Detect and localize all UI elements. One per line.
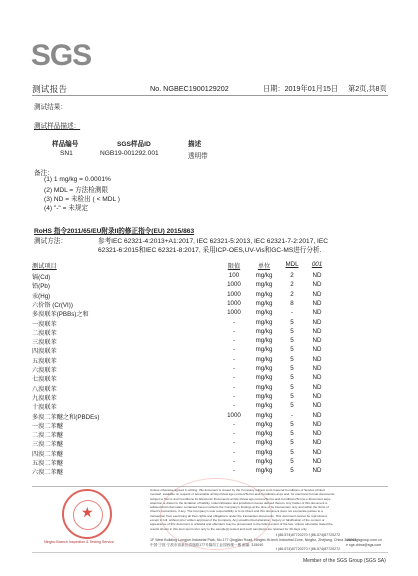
cell-result: ND xyxy=(312,411,322,419)
header-mdl: MDL xyxy=(285,261,299,268)
report-title: 测试报告 xyxy=(32,84,68,94)
table-row xyxy=(32,421,388,430)
note-4: (4) "-" = 未规定 xyxy=(44,205,89,212)
cell-mdl: 8 xyxy=(290,299,294,307)
cell-unit: mg/kg xyxy=(255,458,273,465)
cell-mdl: 5 xyxy=(290,318,294,326)
table-row xyxy=(32,309,388,318)
cell-item: 六价铬 (Cr(VI)) xyxy=(32,301,73,309)
cell-limit: - xyxy=(232,439,236,447)
method-line-2: 62321-6:2015和IEC 62321-8:2017, 采用ICP-OES,UV-Vis和GC-MS进行分析. xyxy=(98,247,322,254)
table-row xyxy=(32,319,388,328)
cell-unit: mg/kg xyxy=(255,374,273,382)
cell-mdl: 5 xyxy=(290,402,294,410)
cell-item: 三溴二苯醚 xyxy=(32,441,63,449)
disclaimer-line: advised that information contained hereon reflects the Company's findings at the time of its intervention only and within the limits of xyxy=(150,505,329,510)
table-row xyxy=(32,467,388,476)
disclaimer-line: results shown in this test report refer only to the sample(s) tested and such sample(s) are retained for 30 days only. xyxy=(150,526,308,531)
cell-result: ND xyxy=(312,430,322,438)
disclaimer-line: appearance of this document is unlawful and offenders may be prosecuted to the fullest extent of the law. Unless otherwise stated the xyxy=(150,522,333,527)
cell-limit: 1000 xyxy=(227,411,241,419)
sgs-logo: SGS xyxy=(28,34,94,78)
cell-limit: - xyxy=(232,383,236,391)
cell-unit: mg/kg xyxy=(255,467,273,475)
cell-limit: - xyxy=(232,392,236,400)
cell-unit: mg/kg xyxy=(255,365,273,372)
disclaimer-line: subject to Terms and Conditions for Electronic Documents at http://www.sgs.com/en/Terms-and-Conditions/Terms-e-Document.aspx. xyxy=(150,496,332,501)
cell-result: ND xyxy=(312,327,322,335)
sample-header-id: SGS样品ID xyxy=(117,141,151,148)
table-row xyxy=(32,272,388,281)
cell-item: 六溴二苯醚 xyxy=(32,469,63,477)
cell-item: 铅(Pb) xyxy=(32,283,50,291)
cell-unit: mg/kg xyxy=(255,318,273,326)
cell-result: ND xyxy=(312,272,322,279)
cell-mdl: 5 xyxy=(290,365,294,372)
cell-unit: mg/kg xyxy=(255,448,273,456)
cell-item: 十溴联苯 xyxy=(32,404,57,412)
cell-result: ND xyxy=(312,281,322,289)
cell-unit: mg/kg xyxy=(255,411,273,419)
cell-mdl: 5 xyxy=(290,355,294,363)
cell-mdl: 5 xyxy=(290,327,294,335)
cell-result: ND xyxy=(312,392,322,400)
sample-no: SN1 xyxy=(60,150,73,157)
cell-limit: 100 xyxy=(228,272,240,279)
disclaimer-line: Attention is drawn to the limitation of liability, indemnification and jurisdiction issues defined therein. Any holder of this document is xyxy=(150,500,328,505)
table-row xyxy=(32,430,388,439)
table-row xyxy=(32,291,388,300)
note-1: (1) 1 mg/kg = 0.0001% xyxy=(44,176,111,183)
cell-item: 汞(Hg) xyxy=(32,292,51,300)
cell-unit: mg/kg xyxy=(255,439,273,447)
table-row xyxy=(32,328,388,337)
cell-item: 一溴二苯醚 xyxy=(32,422,63,430)
cell-unit: mg/kg xyxy=(255,355,273,363)
cell-result: ND xyxy=(312,467,322,475)
cell-unit: mg/kg xyxy=(255,402,273,410)
cell-unit: mg/kg xyxy=(255,337,273,345)
header-divider xyxy=(32,95,388,96)
cell-item: 五溴联苯 xyxy=(32,357,57,365)
cell-item: 二溴二苯醚 xyxy=(32,432,63,440)
email: e sgs.china@sgs.com xyxy=(346,543,382,547)
cell-unit: mg/kg xyxy=(255,420,273,428)
cell-unit: mg/kg xyxy=(255,281,273,289)
cell-result: ND xyxy=(312,448,322,456)
cell-limit: - xyxy=(232,318,236,326)
tel-en: t (86-574)87720270 f (86-574)87720272 xyxy=(276,533,341,537)
cell-result: ND xyxy=(312,309,322,317)
table-row xyxy=(32,439,388,448)
sample-desc: 透明带 xyxy=(188,153,208,160)
cell-limit: 1000 xyxy=(227,299,241,307)
test-result-label: 测试结果： xyxy=(34,104,67,111)
cell-unit: mg/kg xyxy=(255,299,273,307)
cell-mdl: - xyxy=(290,309,294,317)
cell-limit: - xyxy=(232,448,236,456)
cell-limit: - xyxy=(232,374,236,382)
website: www.sgsgroup.com.cn xyxy=(346,538,382,542)
cell-limit: - xyxy=(232,337,236,345)
cell-result: ND xyxy=(312,318,322,326)
cell-mdl: 5 xyxy=(290,439,294,447)
cell-unit: mg/kg xyxy=(255,327,273,335)
cell-mdl: 5 xyxy=(290,374,294,382)
table-row xyxy=(32,300,388,309)
cell-limit: - xyxy=(232,430,236,438)
cell-limit: - xyxy=(232,458,236,465)
address-en: 1F West Building Longjun Industrial Park, No.177 Qingjian Road, Ningbo Hi-tech Industrial Zone, Ningbo, Zhejiang, China 315040 xyxy=(150,538,357,542)
method-label: 测试方法： xyxy=(34,238,67,245)
cell-item: 七溴联苯 xyxy=(32,376,57,384)
cell-limit: - xyxy=(232,420,236,428)
cell-item: 一溴联苯 xyxy=(32,320,57,328)
member-statement: Member of the SGS Group (SGS SA) xyxy=(303,558,386,564)
table-row xyxy=(32,374,388,383)
cell-limit: - xyxy=(232,355,236,363)
cell-item: 镉(Cd) xyxy=(32,274,51,281)
cell-result: ND xyxy=(312,383,322,391)
cell-unit: mg/kg xyxy=(255,290,273,298)
table-row xyxy=(32,393,388,402)
cell-mdl: 5 xyxy=(290,448,294,456)
table-row xyxy=(32,337,388,346)
cell-unit: mg/kg xyxy=(255,272,273,279)
cell-result: ND xyxy=(312,355,322,363)
stamp-caption: Ningbo Branch Inspection & Testing Service xyxy=(44,540,114,544)
cell-item: 九溴联苯 xyxy=(32,394,57,402)
disclaimer xyxy=(150,488,386,531)
table-row xyxy=(32,281,388,290)
header-item: 测试项目 xyxy=(32,263,57,270)
cell-mdl: 5 xyxy=(290,346,294,354)
cell-unit: mg/kg xyxy=(255,392,273,400)
disclaimer-line: Client's instructions, if any. The Company's sole responsibility is to its Client and this document does not exonerate parties to a xyxy=(150,509,323,514)
cell-mdl: 5 xyxy=(290,430,294,438)
note-2: (2) MDL = 方法检测限 xyxy=(44,187,109,194)
cell-result: ND xyxy=(312,374,322,382)
address-cn: 中国·宁波·宁波市高新区清逸路177号隆均工业园西楼一楼 邮编: 315040 xyxy=(150,543,264,547)
disclaimer-line: overleaf, available on request or accessible at http://www.sgs.com/en/Terms-and-Conditions.aspx and, for electronic format documents, xyxy=(150,492,336,497)
cell-unit: mg/kg xyxy=(255,383,273,391)
report-number: No. NGBEC1900129202 xyxy=(150,84,229,93)
header-limit: 限值 xyxy=(227,263,241,270)
table-row xyxy=(32,412,388,421)
cell-item: 八溴联苯 xyxy=(32,385,57,393)
cell-mdl: 2 xyxy=(290,272,294,279)
cell-result: ND xyxy=(312,290,322,298)
cell-item: 四溴联苯 xyxy=(32,348,57,356)
report-date: 日期：2019年01月15日 xyxy=(263,84,339,93)
cell-item: 多溴二苯醚之和(PBDEs) xyxy=(32,413,100,421)
sample-header-no: 样品编号 xyxy=(52,141,79,148)
cell-mdl: 5 xyxy=(290,420,294,428)
cell-mdl: 5 xyxy=(290,467,294,475)
rohs-title: RoHS 指令2011/65/EU附录II的修正指令(EU) 2015/863 xyxy=(34,228,195,235)
disclaimer-line: Unless otherwise agreed in writing, this document is issued by the Company subject to its General Conditions of Service printed xyxy=(150,488,325,492)
cell-limit: 1000 xyxy=(227,281,241,289)
results-header xyxy=(32,261,388,270)
cell-item: 三溴联苯 xyxy=(32,339,57,347)
cell-unit: mg/kg xyxy=(255,309,273,317)
cell-unit: mg/kg xyxy=(255,430,273,438)
header-unit: 单位 xyxy=(257,263,271,270)
cell-limit: 1000 xyxy=(227,290,241,298)
cell-mdl: - xyxy=(290,411,294,419)
cell-item: 六溴联苯 xyxy=(32,367,57,374)
tel-cn: t (86-574)87720270 f (86-574)87720272 xyxy=(276,547,341,551)
cell-result: ND xyxy=(312,402,322,410)
table-row xyxy=(32,365,388,374)
table-row xyxy=(32,384,388,393)
disclaimer-line: transaction from exercising all their rights and obligations under the transaction documents. This document cannot be reproduced xyxy=(150,513,327,518)
cell-item: 多溴联苯(PBBs)之和 xyxy=(32,311,89,319)
footer-bottom-divider xyxy=(32,552,388,553)
cell-limit: 1000 xyxy=(227,309,241,317)
notes-label: 备注： xyxy=(34,170,54,177)
table-row xyxy=(32,356,388,365)
cell-item: 二溴联苯 xyxy=(32,329,57,337)
method-line-1: 参考IEC 62321-4:2013+A1:2017, IEC 62321-5:2013, IEC 62321-7-2:2017, IEC xyxy=(98,238,329,245)
cell-limit: - xyxy=(232,402,236,410)
table-row xyxy=(32,346,388,355)
sample-header-desc: 描述 xyxy=(188,141,202,148)
note-3: (3) ND = 未检出 ( < MDL ) xyxy=(44,196,120,203)
cell-mdl: 5 xyxy=(290,383,294,391)
page-number: 第2页,共8页 xyxy=(348,84,387,93)
cell-limit: - xyxy=(232,467,236,475)
cell-mdl: 2 xyxy=(290,290,294,298)
cell-mdl: 5 xyxy=(290,337,294,345)
sample-id: NGB19-001292.001 xyxy=(100,150,159,157)
cell-mdl: 2 xyxy=(290,281,294,289)
cell-result: ND xyxy=(312,337,322,345)
table-row xyxy=(32,458,388,467)
cell-mdl: 5 xyxy=(290,458,294,465)
cell-result: ND xyxy=(312,439,322,447)
cell-mdl: 5 xyxy=(290,392,294,400)
cell-result: ND xyxy=(312,365,322,372)
cell-limit: - xyxy=(232,365,236,372)
cell-item: 五溴二苯醚 xyxy=(32,460,63,467)
cell-result: ND xyxy=(312,299,322,307)
sample-description-label: 测试样品描述： xyxy=(34,123,81,130)
company-stamp: ★ xyxy=(62,489,112,539)
disclaimer-line: except in full, without prior written approval of the Company. Any unauthorized alteration, forgery or falsification of the content or xyxy=(150,518,325,523)
header-sample-001: 001 xyxy=(311,261,323,268)
table-row xyxy=(32,402,388,411)
table-row xyxy=(32,449,388,458)
cell-item: 四溴二苯醚 xyxy=(32,450,63,458)
cell-limit: - xyxy=(232,327,236,335)
cell-result: ND xyxy=(312,346,322,354)
cell-result: ND xyxy=(312,420,322,428)
cell-result: ND xyxy=(312,458,322,465)
cell-limit: - xyxy=(232,346,236,354)
cell-unit: mg/kg xyxy=(255,346,273,354)
